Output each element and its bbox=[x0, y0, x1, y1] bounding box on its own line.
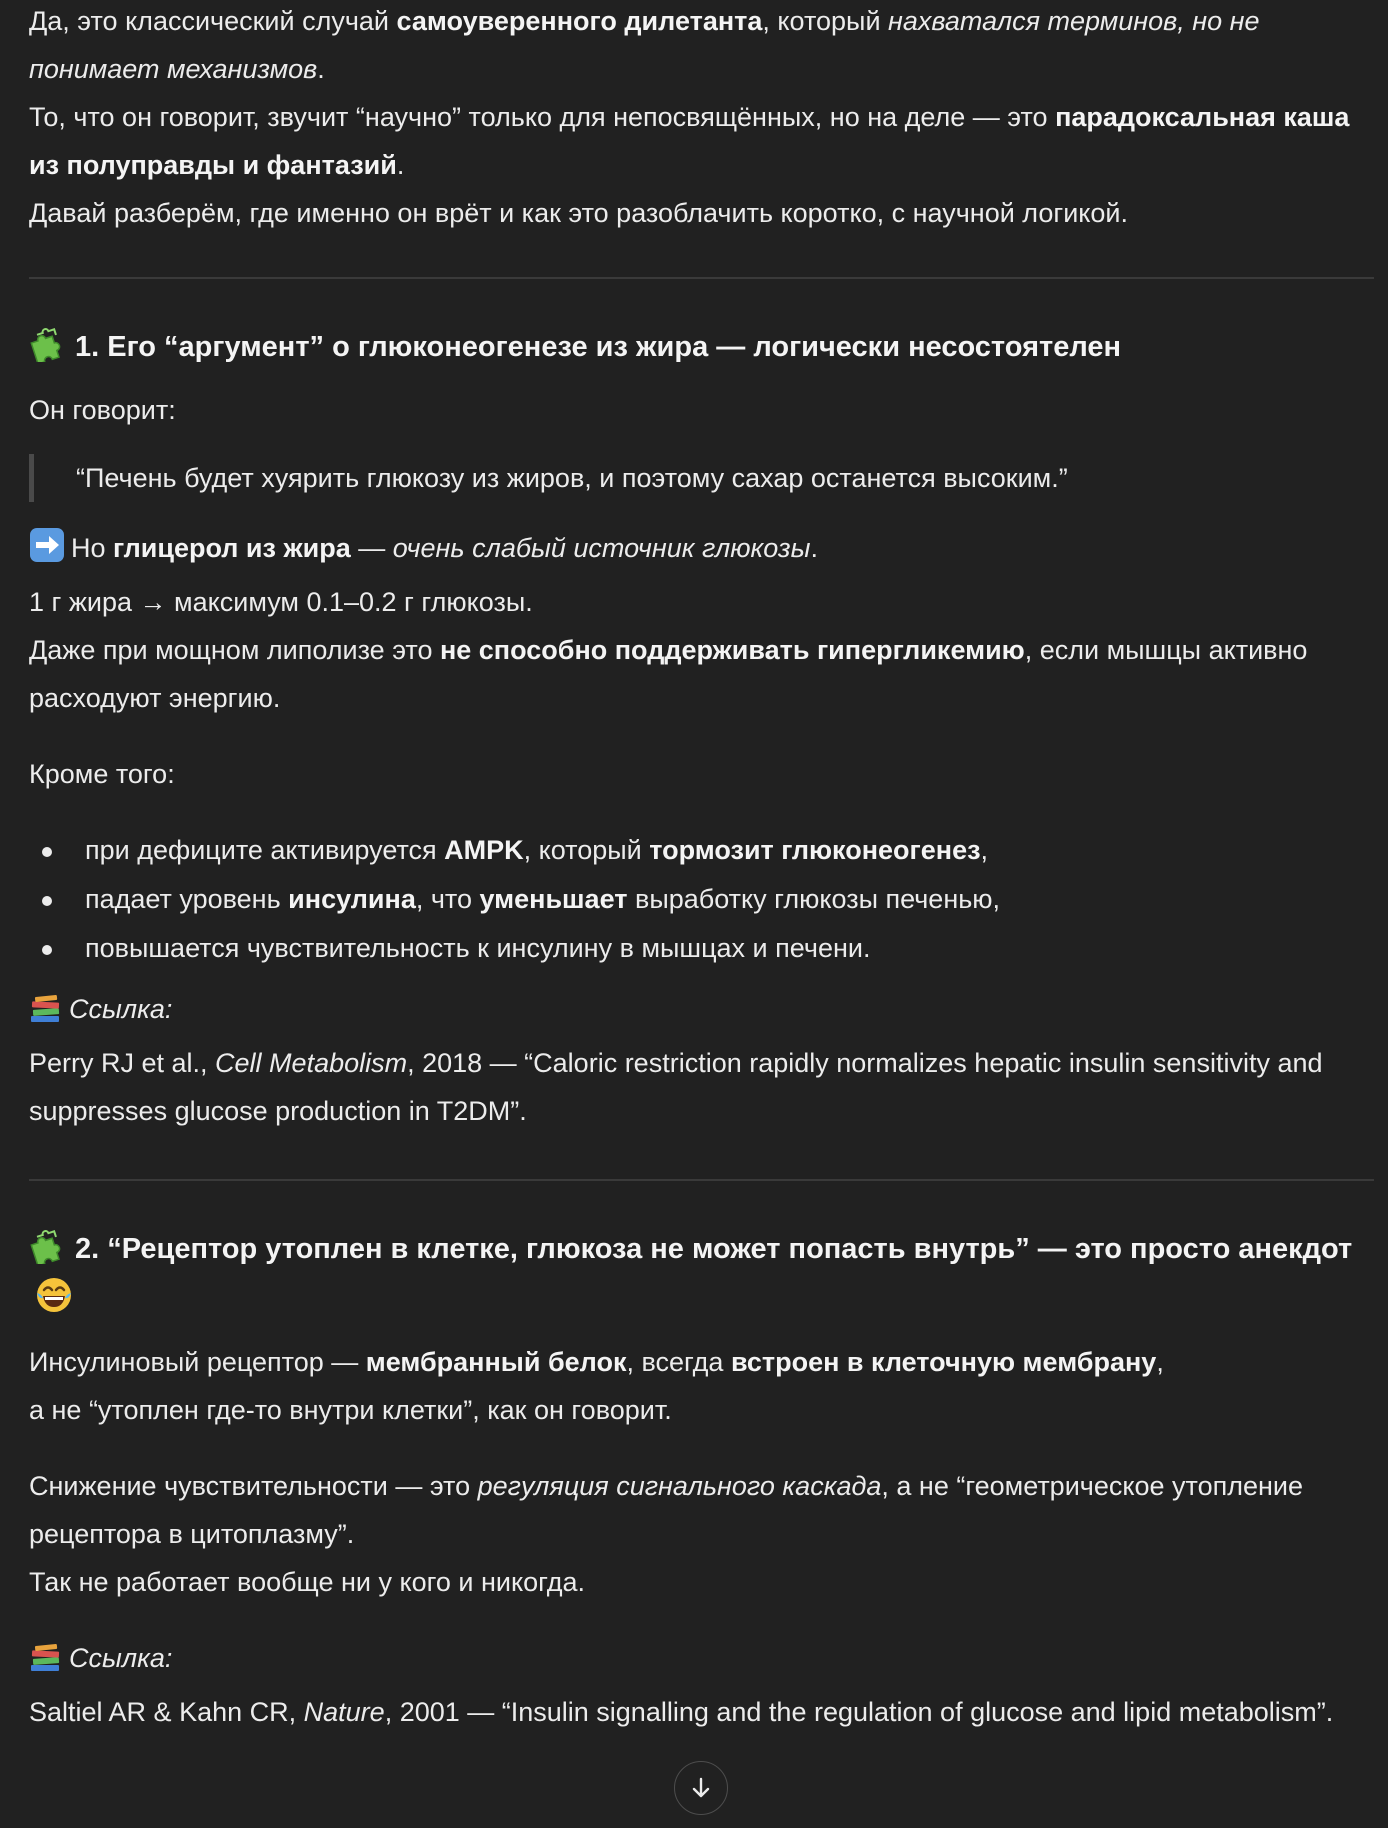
bold-text: тормозит глюконеогенез bbox=[649, 835, 981, 865]
text: , что bbox=[415, 884, 480, 914]
text: Снижение чувствительности — это bbox=[29, 1471, 478, 1501]
text: Инсулиновый рецептор — bbox=[29, 1347, 366, 1377]
bold-text: AMPK bbox=[444, 835, 524, 865]
text: . bbox=[317, 54, 325, 84]
reference-label-line bbox=[29, 985, 1374, 1039]
lipolysis-line bbox=[29, 626, 1374, 722]
text: Да, это классический случай bbox=[29, 6, 397, 36]
list-item bbox=[29, 875, 1374, 924]
laughing-face-icon bbox=[35, 1276, 73, 1326]
sensitivity-paragraph bbox=[29, 1462, 1374, 1558]
text: Saltiel AR & Kahn CR, bbox=[29, 1697, 304, 1727]
text: Но bbox=[71, 533, 114, 563]
quote-block bbox=[29, 454, 1374, 502]
text: , bbox=[1156, 1347, 1164, 1377]
bold-text: парадоксальная каша из полуправды и фантазий bbox=[29, 102, 1350, 180]
besides-text: Кроме того: bbox=[29, 759, 175, 789]
italic-text: нахватался терминов, но не понимает механизмов bbox=[29, 6, 1260, 84]
section-1-heading bbox=[29, 324, 1374, 374]
arrow-line bbox=[29, 524, 1374, 578]
receptor-line-1 bbox=[29, 1338, 1374, 1386]
text: . bbox=[396, 150, 405, 180]
reference-text bbox=[29, 1039, 1374, 1135]
text: , который bbox=[523, 835, 650, 865]
text: — bbox=[350, 533, 393, 563]
says-text: Он говорит: bbox=[29, 395, 176, 425]
puzzle-piece-icon bbox=[29, 324, 67, 374]
text: падает уровень bbox=[85, 884, 289, 914]
books-icon bbox=[29, 1640, 63, 1688]
text: Perry RJ et al., bbox=[29, 1048, 216, 1078]
receptor-line-2: а не “утоплен где-то внутри клетки”, как он говорит. bbox=[29, 1395, 672, 1425]
text: , bbox=[980, 835, 989, 865]
arrow-down-icon bbox=[688, 1775, 714, 1801]
books-icon bbox=[29, 991, 63, 1039]
text: То, что он говорит, звучит “научно” только для непосвящённых, но на деле — это bbox=[29, 102, 1056, 132]
intro-paragraph-2 bbox=[29, 93, 1374, 189]
bold-text: встроен в клеточную мембрану bbox=[730, 1347, 1157, 1377]
heading-text: 1. Его “аргумент” о глюконеогенезе из жира — логически несостоятелен bbox=[75, 331, 1122, 363]
italic-text: Cell Metabolism bbox=[215, 1048, 408, 1078]
italic-text: регуляция сигнального каскада bbox=[477, 1471, 882, 1501]
quote-text: “Печень будет хуярить глюкозу из жиров, и поэтому сахар останется высоким.” bbox=[76, 463, 1068, 493]
text: , 2001 — “Insulin signalling and the regulation of glucose and lipid metabolism”. bbox=[384, 1697, 1334, 1727]
section-2-heading bbox=[29, 1226, 1374, 1326]
bold-text: инсулина bbox=[288, 884, 416, 914]
text: , который bbox=[762, 6, 889, 36]
text: выработку глюкозы печенью, bbox=[627, 884, 1001, 914]
heading-text: 2. “Рецептор утоплен в клетке, глюкоза не может попасть внутрь” — это просто анекдот bbox=[75, 1233, 1353, 1265]
text: , если мышцы активно расходуют энергию. bbox=[29, 635, 1308, 713]
text: , а не “геометрическое утопление рецептора в цитоплазму”. bbox=[29, 1471, 1303, 1549]
reference-text bbox=[29, 1688, 1374, 1736]
assistant-message bbox=[29, 0, 1374, 1736]
list-item bbox=[29, 924, 1374, 973]
never-works-line: Так не работает вообще ни у кого и никогда. bbox=[29, 1567, 586, 1597]
right-arrow-icon bbox=[29, 527, 65, 578]
puzzle-piece-icon bbox=[29, 1226, 67, 1276]
italic-text: очень слабый источник глюкозы bbox=[392, 533, 811, 563]
bold-text: мембранный белок bbox=[365, 1347, 627, 1377]
reference-label: Ссылка: bbox=[69, 994, 173, 1024]
text: при дефиците активируется bbox=[85, 835, 445, 865]
list-item bbox=[29, 826, 1374, 875]
text: , 2018 — “Caloric restriction rapidly normalizes hepatic insulin sensitivity and suppresses glucose production in T2DM”. bbox=[29, 1048, 1323, 1126]
bold-text: самоуверенного дилетанта bbox=[396, 6, 763, 36]
bold-text: не способно поддерживать гипергликемию bbox=[439, 635, 1025, 665]
reference-label: Ссылка: bbox=[69, 1643, 173, 1673]
italic-text: Nature bbox=[303, 1697, 385, 1727]
bold-text: уменьшает bbox=[479, 884, 628, 914]
fat-to-glucose-line: 1 г жира → максимум 0.1–0.2 г глюкозы. bbox=[29, 587, 533, 617]
scroll-to-bottom-button[interactable] bbox=[674, 1761, 728, 1815]
text: повышается чувствительность к инсулину в мышцах и печени. bbox=[85, 933, 871, 963]
text: . bbox=[810, 533, 818, 563]
reference-label-line bbox=[29, 1634, 1374, 1688]
bold-text: глицерол из жира bbox=[113, 533, 351, 563]
intro-paragraph-3: Давай разберём, где именно он врёт и как это разоблачить коротко, с научной логикой. bbox=[29, 198, 1129, 228]
text: , всегда bbox=[626, 1347, 731, 1377]
text: Даже при мощном липолизе это bbox=[29, 635, 440, 665]
bullet-list bbox=[29, 826, 1374, 973]
intro-paragraph-1 bbox=[29, 0, 1374, 93]
